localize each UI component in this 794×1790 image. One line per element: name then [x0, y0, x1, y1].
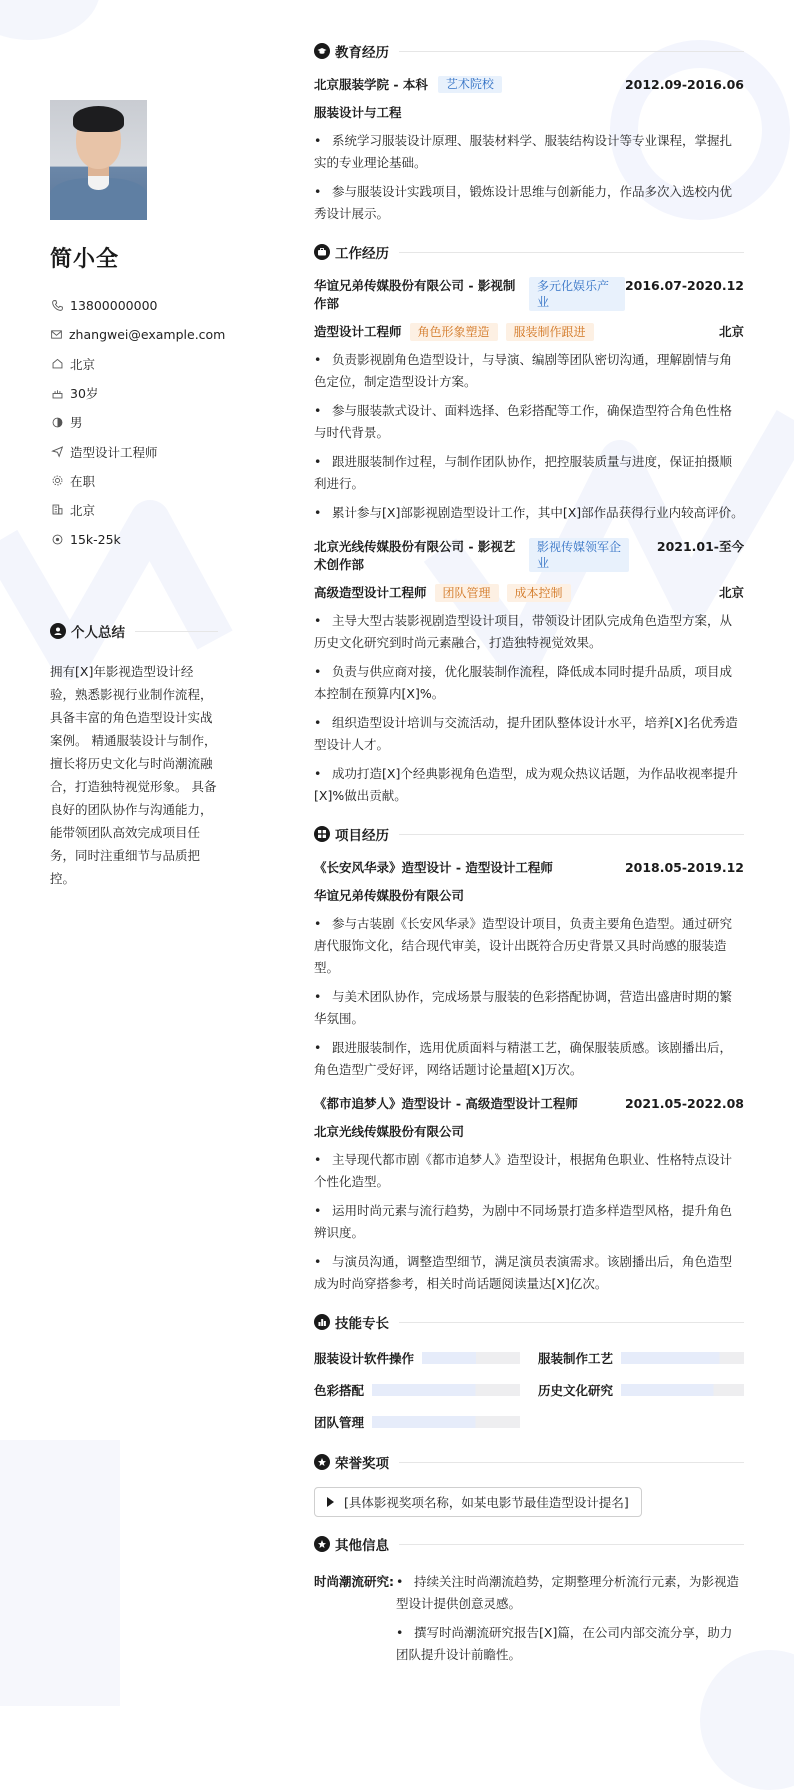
role-tag: 角色形象塑造 — [410, 323, 498, 341]
summary-heading — [50, 621, 218, 641]
info-age — [50, 379, 220, 408]
skills-title: 技能专长 — [335, 1316, 389, 1332]
award-icon — [314, 1454, 330, 1470]
skills-heading — [314, 1311, 744, 1333]
project-company-row — [314, 1123, 744, 1141]
other-title: 其他信息 — [335, 1538, 389, 1554]
info-job — [50, 437, 220, 466]
user-icon — [50, 623, 66, 639]
list-item: • 负责与供应商对接，优化服装制作流程，降低成本同时提升品质，项目成本控制在预算内[X]%。 — [314, 664, 733, 701]
education-bullets — [314, 130, 744, 225]
list-item: • 运用时尚元素与流行趋势，为剧中不同场景打造多样造型风格，提升角色辨识度。 — [314, 1203, 733, 1240]
work-heading — [314, 241, 744, 263]
list-item: • 累计参与[X]部影视剧造型设计工作，其中[X]部作品获得行业内较高评价。 — [314, 505, 744, 520]
education-title: 教育经历 — [335, 45, 389, 61]
school-name: 北京服装学院 - 本科 — [314, 77, 428, 92]
skill-item: 历史文化研究 — [538, 1381, 744, 1399]
decor-block — [0, 1440, 120, 1706]
project-date: 2021.05-2022.08 — [624, 1096, 744, 1111]
skill-bar — [372, 1384, 520, 1396]
company-name: 北京光线传媒股份有限公司 - 影视艺术创作部 — [314, 539, 516, 572]
award-item — [314, 1487, 642, 1517]
education-entry — [314, 76, 744, 94]
summary-title: 个人总结 — [71, 625, 125, 641]
graduation-cap-icon — [314, 43, 330, 59]
major-row — [314, 104, 744, 122]
main-column — [314, 40, 744, 1673]
grid-icon — [314, 826, 330, 842]
other-heading — [314, 1533, 744, 1555]
decor-circle — [0, 0, 100, 40]
email-text: zhangwei@example.com — [69, 327, 226, 343]
role-tag: 成本控制 — [507, 584, 571, 602]
list-item: • 主导大型古装影视剧造型设计项目，带领设计团队完成角色造型方案，从历史文化研究到时尚元素融合，打造独特视觉效果。 — [314, 613, 733, 650]
play-icon — [327, 1497, 334, 1507]
location-text: 北京 — [70, 356, 96, 372]
skills-grid — [314, 1349, 744, 1431]
list-item: • 与演员沟通，调整造型细节，满足演员表演需求。该剧播出后，角色造型成为时尚穿搭参考，相关时尚话题阅读量达[X]亿次。 — [314, 1254, 733, 1291]
avatar — [50, 100, 147, 220]
skill-item: 服装设计软件操作 — [314, 1349, 520, 1367]
info-email — [50, 320, 226, 349]
work-title: 工作经历 — [335, 246, 389, 262]
list-item: • 持续关注时尚潮流趋势，定期整理分析流行元素，为影视造型设计提供创意灵感。 — [396, 1574, 740, 1611]
work-location: 北京 — [718, 324, 744, 339]
city-text: 北京 — [70, 502, 96, 518]
list-item: • 与美术团队协作，完成场景与服装的色彩搭配协调，营造出盛唐时期的繁华氛围。 — [314, 989, 733, 1026]
skill-item: 色彩搭配 — [314, 1381, 520, 1399]
building-icon — [50, 503, 64, 517]
education-heading — [314, 40, 744, 62]
skill-item: 服装制作工艺 — [538, 1349, 744, 1367]
role-name: 高级造型设计工程师 — [314, 585, 427, 600]
project-name: 《长安风华录》造型设计 - 造型设计工程师 — [314, 860, 553, 875]
education-date: 2012.09-2016.06 — [624, 77, 744, 92]
coin-icon — [50, 532, 64, 546]
info-status — [50, 466, 220, 495]
skill-bar — [372, 1416, 520, 1428]
person-name: 简小全 — [50, 247, 120, 272]
info-phone — [50, 291, 220, 320]
role-tag: 服装制作跟进 — [506, 323, 594, 341]
list-item: • 成功打造[X]个经典影视角色造型，成为观众热议话题，为作品收视率提升[X]%做出贡献。 — [314, 766, 738, 803]
divider — [399, 1544, 744, 1545]
work-bullets — [314, 349, 744, 524]
work-entry-2 — [314, 538, 744, 574]
sidebar — [50, 100, 226, 554]
award-text: [具体影视奖项名称，如某电影节最佳造型设计提名] — [344, 1495, 629, 1510]
project-entry-2 — [314, 1095, 744, 1113]
info-icon — [314, 1536, 330, 1552]
status-text: 在职 — [70, 473, 96, 489]
list-item: • 系统学习服装设计原理、服装材料学、服装结构设计等专业课程，掌握扎实的专业理论基础。 — [314, 133, 733, 170]
salary-text: 15k-25k — [70, 531, 121, 547]
company-name: 华谊兄弟传媒股份有限公司 - 影视制作部 — [314, 278, 516, 311]
list-item: • 负责影视剧角色造型设计，与导演、编剧等团队密切沟通，理解剧情与角色定位，制定造型设计方案。 — [314, 352, 733, 389]
projects-heading — [314, 823, 744, 845]
list-item: • 组织造型设计培训与交流活动，提升团队整体设计水平，培养[X]名优秀造型设计人才。 — [314, 715, 738, 752]
divider — [399, 51, 744, 52]
info-location — [50, 349, 220, 378]
project-entry-1 — [314, 859, 744, 877]
other-bullets — [396, 1571, 744, 1673]
project-company: 华谊兄弟传媒股份有限公司 — [314, 888, 465, 903]
list-item: • 跟进服装制作，选用优质面料与精湛工艺，确保服装质感。该剧播出后，角色造型广受好评，网络话题讨论量超[X]万次。 — [314, 1040, 733, 1077]
summary-text: 拥有[X]年影视造型设计经验，熟悉影视行业制作流程，具备丰富的角色造型设计实战案例。 精通服装设计与制作，擅长将历史文化与时尚潮流融合，打造独特视觉形象。 具备良好的团队协作与沟通能力，能带领团队高效完成项目任务，同时注重细节与品质把控。 — [50, 664, 217, 886]
send-icon — [50, 445, 64, 459]
info-city — [50, 495, 220, 524]
divider — [135, 631, 218, 632]
divider — [399, 252, 744, 253]
work-date: 2016.07-2020.12 — [624, 278, 744, 293]
project-bullets — [314, 1149, 744, 1295]
gender-icon — [50, 415, 64, 429]
project-company-row — [314, 887, 744, 905]
awards-heading — [314, 1451, 744, 1473]
divider — [399, 1322, 744, 1323]
bar-chart-icon — [314, 1314, 330, 1330]
phone-icon — [50, 299, 64, 313]
skill-item: 团队管理 — [314, 1413, 520, 1431]
gender-text: 男 — [70, 415, 83, 431]
divider — [399, 834, 744, 835]
skill-bar — [422, 1352, 520, 1364]
awards-title: 荣誉奖项 — [335, 1456, 389, 1472]
contact-info — [50, 291, 226, 554]
list-item: • 参与服装款式设计、面料选择、色彩搭配等工作，确保造型符合角色性格与时代背景。 — [314, 403, 733, 440]
list-item: • 参与服装设计实践项目，锻炼设计思维与创新能力，作品多次入选校内优秀设计展示。 — [314, 184, 733, 221]
list-item: • 跟进服装制作过程，与制作团队协作，把控服装质量与进度，保证拍摄顺利进行。 — [314, 454, 733, 491]
work-date: 2021.01-至今 — [656, 539, 744, 554]
project-date: 2018.05-2019.12 — [624, 860, 744, 875]
phone-text: 13800000000 — [70, 298, 158, 314]
other-label: 时尚潮流研究: — [314, 1574, 394, 1589]
work-bullets — [314, 610, 744, 807]
project-company: 北京光线传媒股份有限公司 — [314, 1124, 465, 1139]
role-row — [314, 323, 744, 341]
gear-icon — [50, 474, 64, 488]
info-gender — [50, 408, 220, 437]
major-name: 服装设计与工程 — [314, 105, 402, 120]
projects-title: 项目经历 — [335, 828, 389, 844]
briefcase-icon — [314, 244, 330, 260]
list-item: • 主导现代都市剧《都市追梦人》造型设计，根据角色职业、性格特点设计个性化造型。 — [314, 1152, 733, 1189]
age-text: 30岁 — [70, 386, 99, 402]
skill-bar — [621, 1384, 744, 1396]
mail-icon — [50, 328, 63, 342]
job-text: 造型设计工程师 — [70, 444, 158, 460]
role-tag: 团队管理 — [435, 584, 499, 602]
project-name: 《都市追梦人》造型设计 - 高级造型设计工程师 — [314, 1096, 578, 1111]
divider — [399, 1462, 744, 1463]
work-location: 北京 — [718, 585, 744, 600]
home-icon — [50, 357, 64, 371]
company-tag: 多元化娱乐产业 — [529, 277, 625, 311]
skill-bar — [621, 1352, 744, 1364]
info-salary — [50, 525, 220, 554]
company-tag: 影视传媒领军企业 — [529, 538, 629, 572]
project-bullets — [314, 913, 744, 1081]
role-row — [314, 584, 744, 602]
school-tag: 艺术院校 — [438, 76, 502, 93]
list-item: • 撰写时尚潮流研究报告[X]篇，在公司内部交流分享，助力团队提升设计前瞻性。 — [396, 1625, 733, 1662]
list-item: • 参与古装剧《长安风华录》造型设计项目，负责主要角色造型。通过研究唐代服饰文化，结合现代审美，设计出既符合历史背景又具时尚感的服装造型。 — [314, 916, 733, 975]
work-entry-1 — [314, 277, 744, 313]
role-name: 造型设计工程师 — [314, 324, 402, 339]
cake-icon — [50, 386, 64, 400]
other-entry — [314, 1571, 744, 1673]
